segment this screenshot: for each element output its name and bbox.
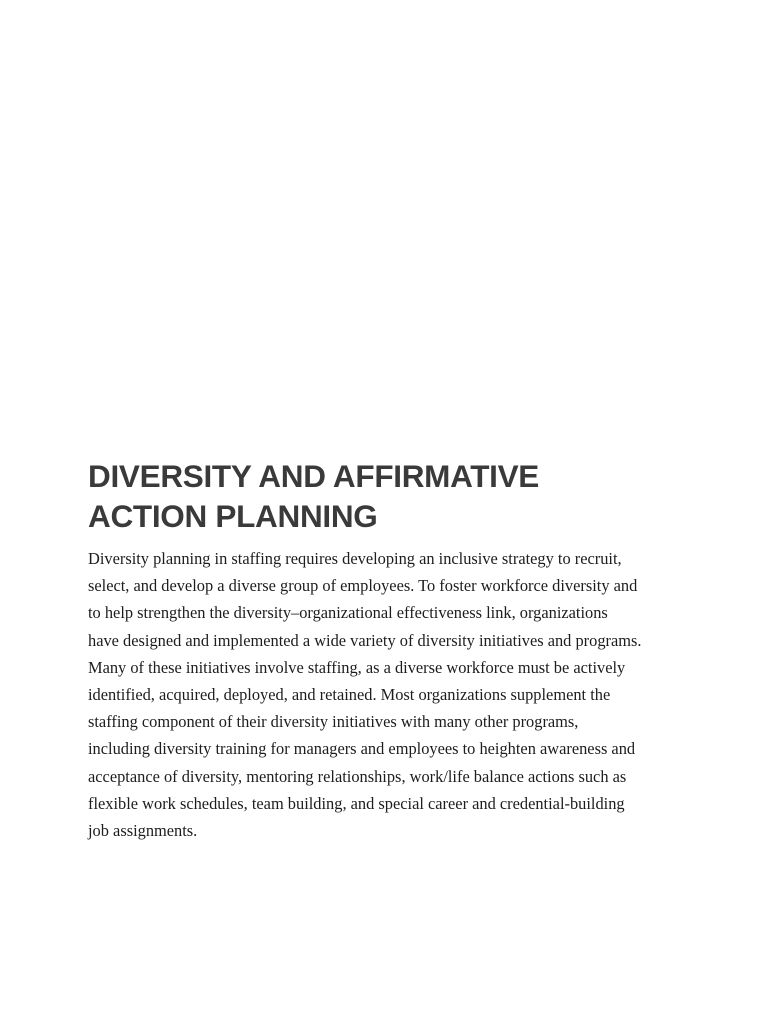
paragraph-line: Many of these initiatives involve staffing, as a diverse workforce must be actively [88,657,626,677]
body-paragraph [88,545,700,844]
paragraph-line: have designed and implemented a wide variety of diversity initiatives and programs. [88,630,642,650]
heading-line: ACTION PLANNING [88,498,378,534]
paragraph-line: to help strengthen the diversity–organizational effectiveness link, organizations [88,603,608,623]
paragraph-line: job assignments. [88,821,198,841]
paragraph-line: Diversity planning in staffing requires developing an inclusive strategy to recruit, [88,549,622,568]
heading-line: DIVERSITY AND AFFIRMATIVE [88,458,540,494]
section-diversity-planning [88,456,700,844]
paragraph-line: select, and develop a diverse group of employees. To foster workforce diversity and [88,576,638,596]
paragraph-line: flexible work schedules, team building, and special career and credential-building [88,793,625,813]
paragraph-line: identified, acquired, deployed, and retained. Most organizations supplement the [88,685,611,705]
paragraph-line: including diversity training for managers and employees to heighten awareness and [88,739,636,759]
paragraph-line: acceptance of diversity, mentoring relationships, work/life balance actions such as [88,766,627,786]
section-heading [88,456,700,536]
paragraph-line: staffing component of their diversity initiatives with many other programs, [88,712,579,732]
